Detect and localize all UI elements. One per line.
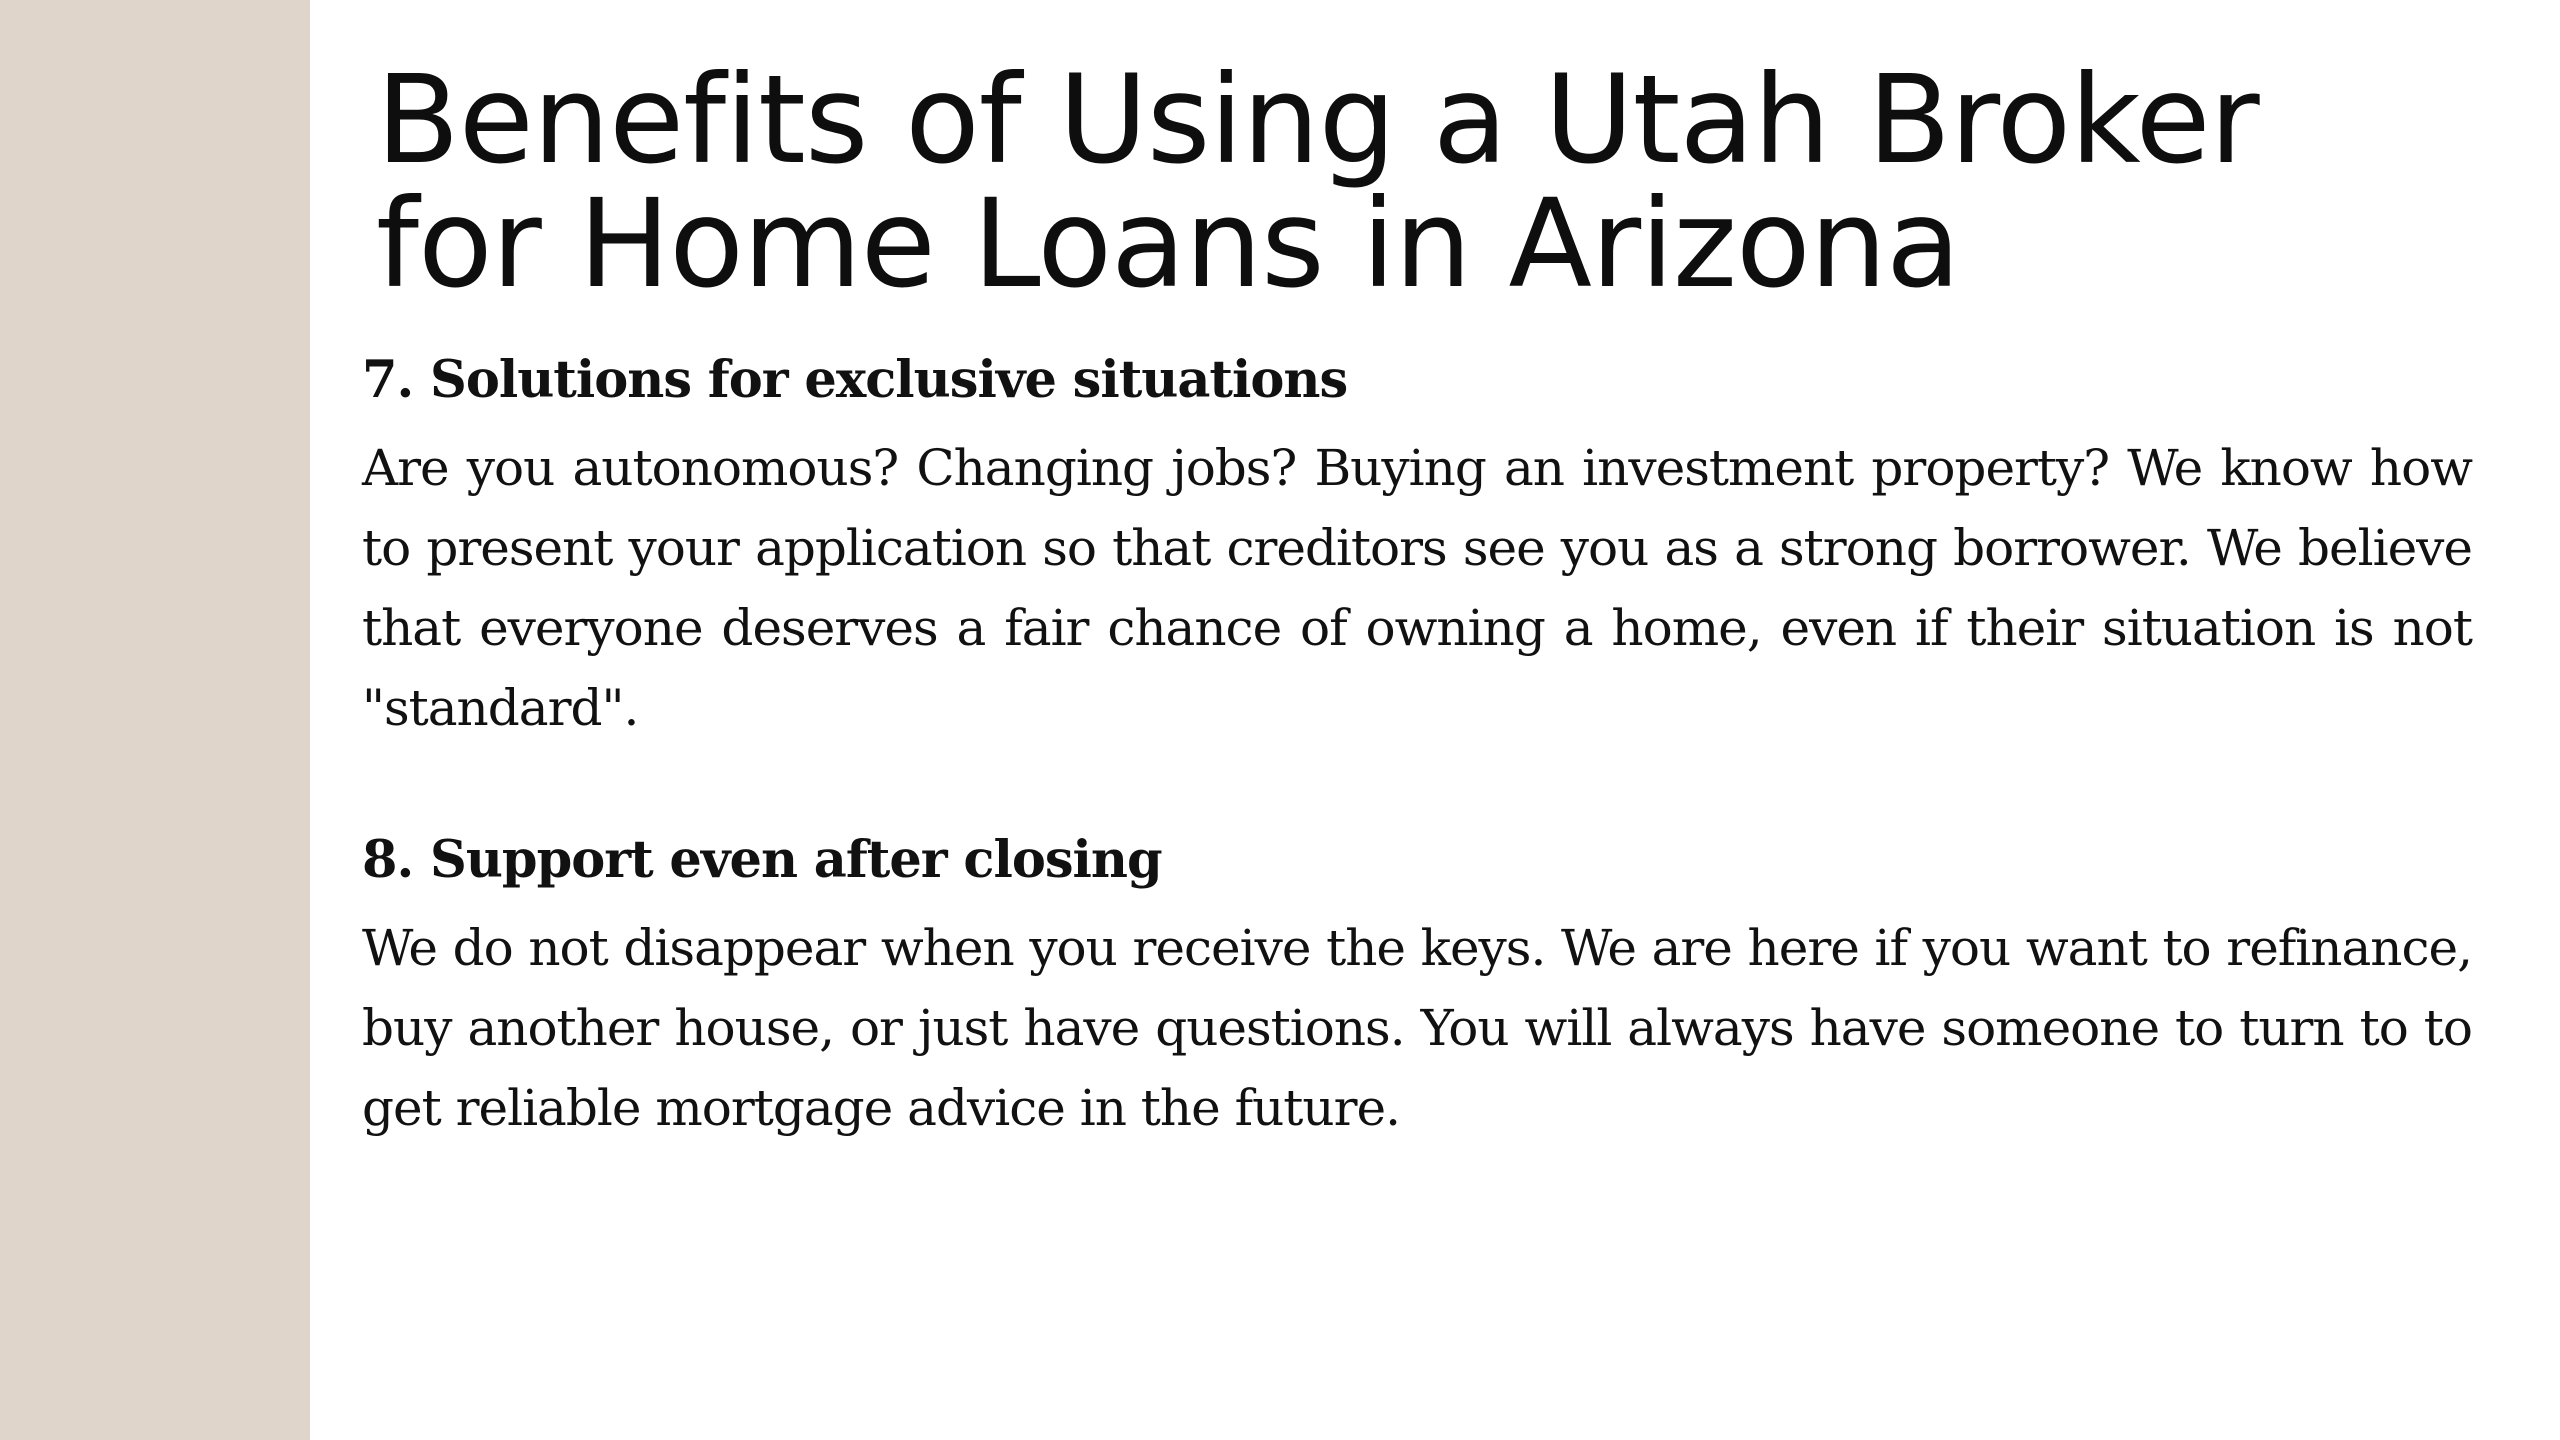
section-paragraph: We do not disappear when you receive the keys. We are here if you want to refinance, buy another house, or just have questions. You will always have someone to turn to to get reliable mortgage advice in the future. [362,919,2472,1137]
section-heading: 7. Solutions for exclusive situations [362,350,1348,410]
section-heading: 8. Support even after closing [362,830,1162,890]
section-paragraph: Are you autonomous? Changing jobs? Buying an investment property? We know how to present your application so that creditors see you as a strong borrower. We believe that everyone deserves a fair chance of owning a home, even if their situation is not "standard". [362,439,2472,737]
section-exclusive-situations [362,348,2472,748]
slide-title [376,49,2456,315]
section-support-after-closing [362,828,2472,1148]
slide-title-line-2: for Home Loans in Arizona [376,173,1960,315]
slide-title-line-1: Benefits of Using a Utah Broker [376,49,2259,191]
slide-content [362,0,2472,1440]
sidebar-accent-panel [0,0,310,1440]
